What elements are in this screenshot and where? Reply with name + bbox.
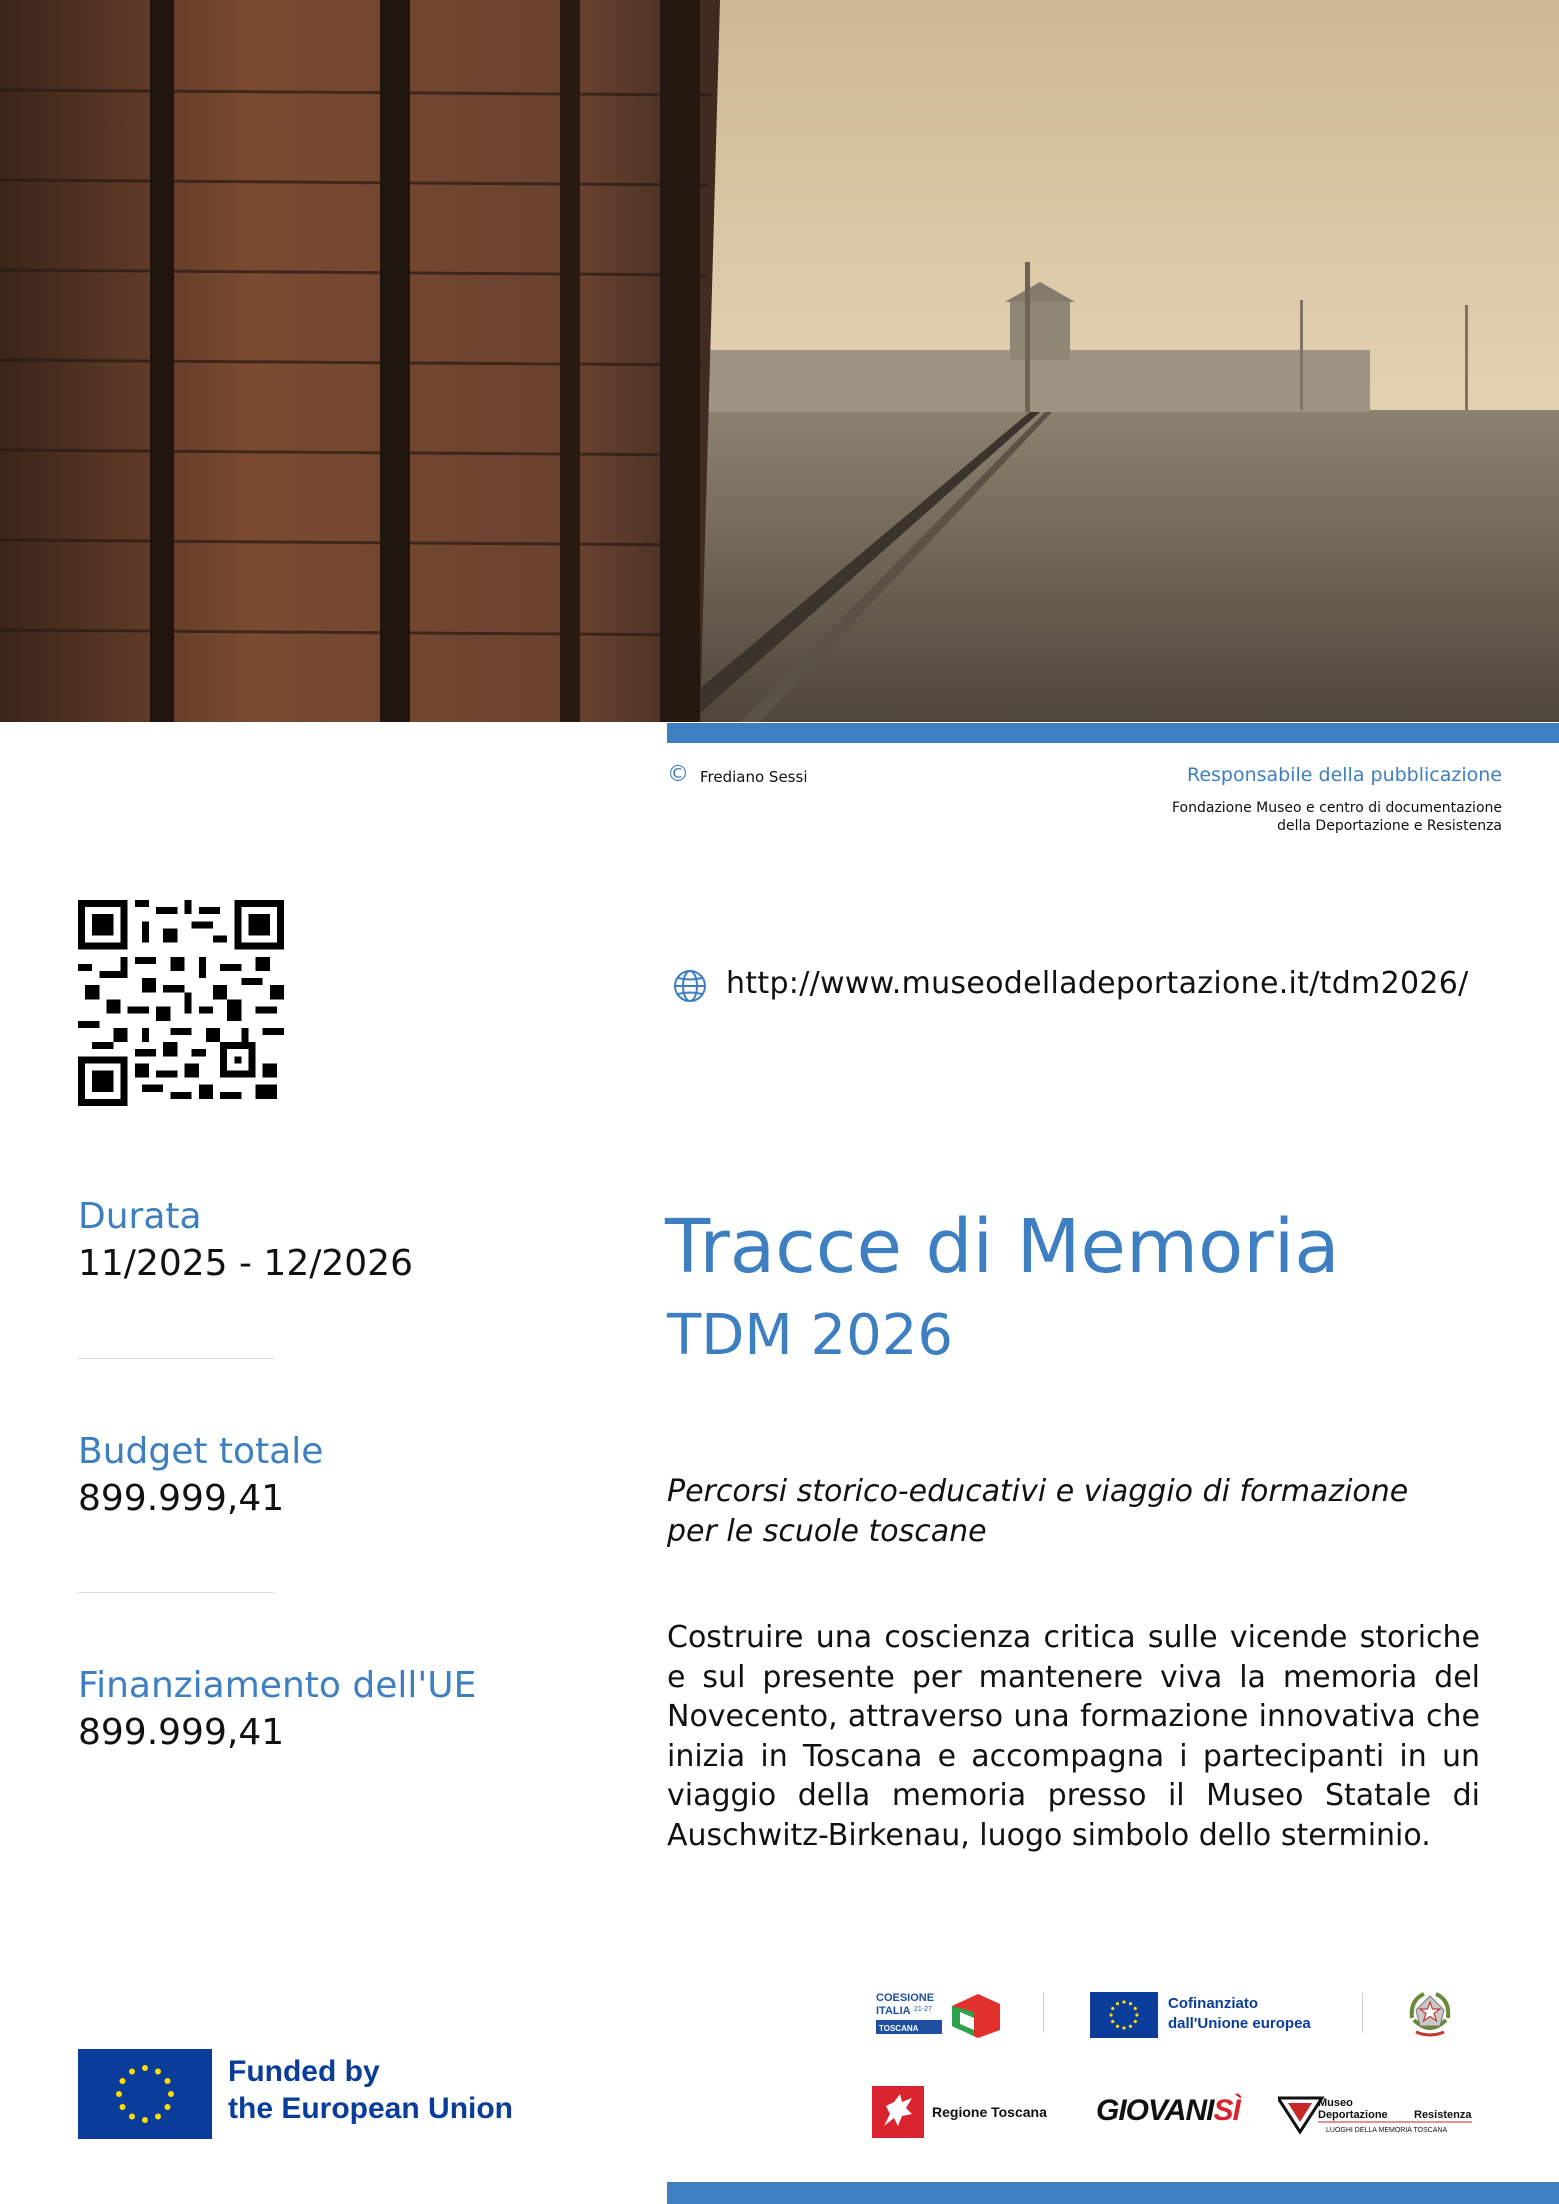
project-title: Tracce di Memoria <box>665 1204 1340 1290</box>
funded-by-text: Funded by <box>228 2055 380 2088</box>
eu-funding-value: 899.999,41 <box>78 1712 285 1753</box>
logo-divider <box>1043 1993 1044 2033</box>
copyright-icon: © <box>667 762 689 787</box>
eu-funding-label: Finanziamento dell'UE <box>78 1665 477 1706</box>
photo-credit: Frediano Sessi <box>700 768 808 786</box>
museo-deportazione-logo <box>1278 2090 1474 2138</box>
coesione-italia-logo <box>874 1990 1002 2038</box>
tagline-line1: Percorsi storico-educativi e viaggio di formazione <box>667 1474 1409 1509</box>
duration-label: Durata <box>78 1196 202 1237</box>
publisher-org-line1: Fondazione Museo e centro di documentazione <box>1171 800 1502 816</box>
coesione-region-text: TOSCANA <box>879 2024 919 2033</box>
funded-by-eu-text: the European Union <box>228 2092 513 2125</box>
hero-photo <box>0 0 1559 722</box>
cofinanziato-text: Cofinanziato <box>1168 1995 1258 2012</box>
regione-toscana-text: Regione Toscana <box>932 2104 1047 2120</box>
globe-icon <box>672 968 708 1004</box>
duration-value: 11/2025 - 12/2026 <box>78 1243 413 1284</box>
coesione-text: COESIONE <box>876 1992 935 2004</box>
regione-toscana-pegasus-icon <box>872 2086 924 2138</box>
project-tagline <box>667 1472 1487 1552</box>
coesione-italia-text: ITALIA <box>876 2005 911 2017</box>
publisher-org-line2: della Deportazione e Resistenza <box>1277 818 1502 834</box>
bottom-accent-bar <box>667 2182 1559 2204</box>
divider <box>78 1592 274 1593</box>
qr-code[interactable] <box>78 900 284 1106</box>
italian-republic-emblem-icon <box>1406 1988 1454 2040</box>
giovani-text: GIOVANI <box>1096 2094 1214 2127</box>
eu-flag-icon <box>78 2049 212 2139</box>
museo-deportazione-text: Deportazione <box>1318 2109 1388 2121</box>
divider <box>78 1358 274 1359</box>
logo-divider <box>1362 1993 1363 2033</box>
publisher-heading: Responsabile della pubblicazione <box>1186 764 1502 786</box>
project-description: Costruire una coscienza critica sulle vicende storiche e sul presente per mantenere viva la memoria del Novecento, attraverso una formazione innovativa che inizia in Toscana e accompagna i partecipanti in un viaggio della memoria presso il Museo Statale di Auschwitz-Birkenau, luogo simbolo dello sterminio. <box>667 1620 1480 1853</box>
coesione-years-text: 21-27 <box>914 2006 932 2013</box>
budget-label: Budget totale <box>78 1431 324 1472</box>
si-text: SÌ <box>1213 2094 1240 2127</box>
top-accent-bar <box>667 723 1559 743</box>
museo-resistenza-text: Resistenza <box>1414 2109 1472 2121</box>
cofinanziato-eu-text: dall'Unione europea <box>1168 2015 1311 2032</box>
eu-flag-icon <box>1090 1992 1158 2038</box>
tagline-line2: per le scuole toscane <box>667 1514 987 1549</box>
budget-value: 899.999,41 <box>78 1478 285 1519</box>
museo-luoghi-text: LUOGHI DELLA MEMORIA TOSCANA <box>1326 2127 1448 2134</box>
giovani-si-logo <box>1096 2094 1240 2128</box>
website-link[interactable]: http://www.museodelladeportazione.it/tdm2026/ <box>726 966 1469 1001</box>
museo-text: Museo <box>1318 2097 1353 2109</box>
project-subtitle: TDM 2026 <box>667 1303 953 1368</box>
